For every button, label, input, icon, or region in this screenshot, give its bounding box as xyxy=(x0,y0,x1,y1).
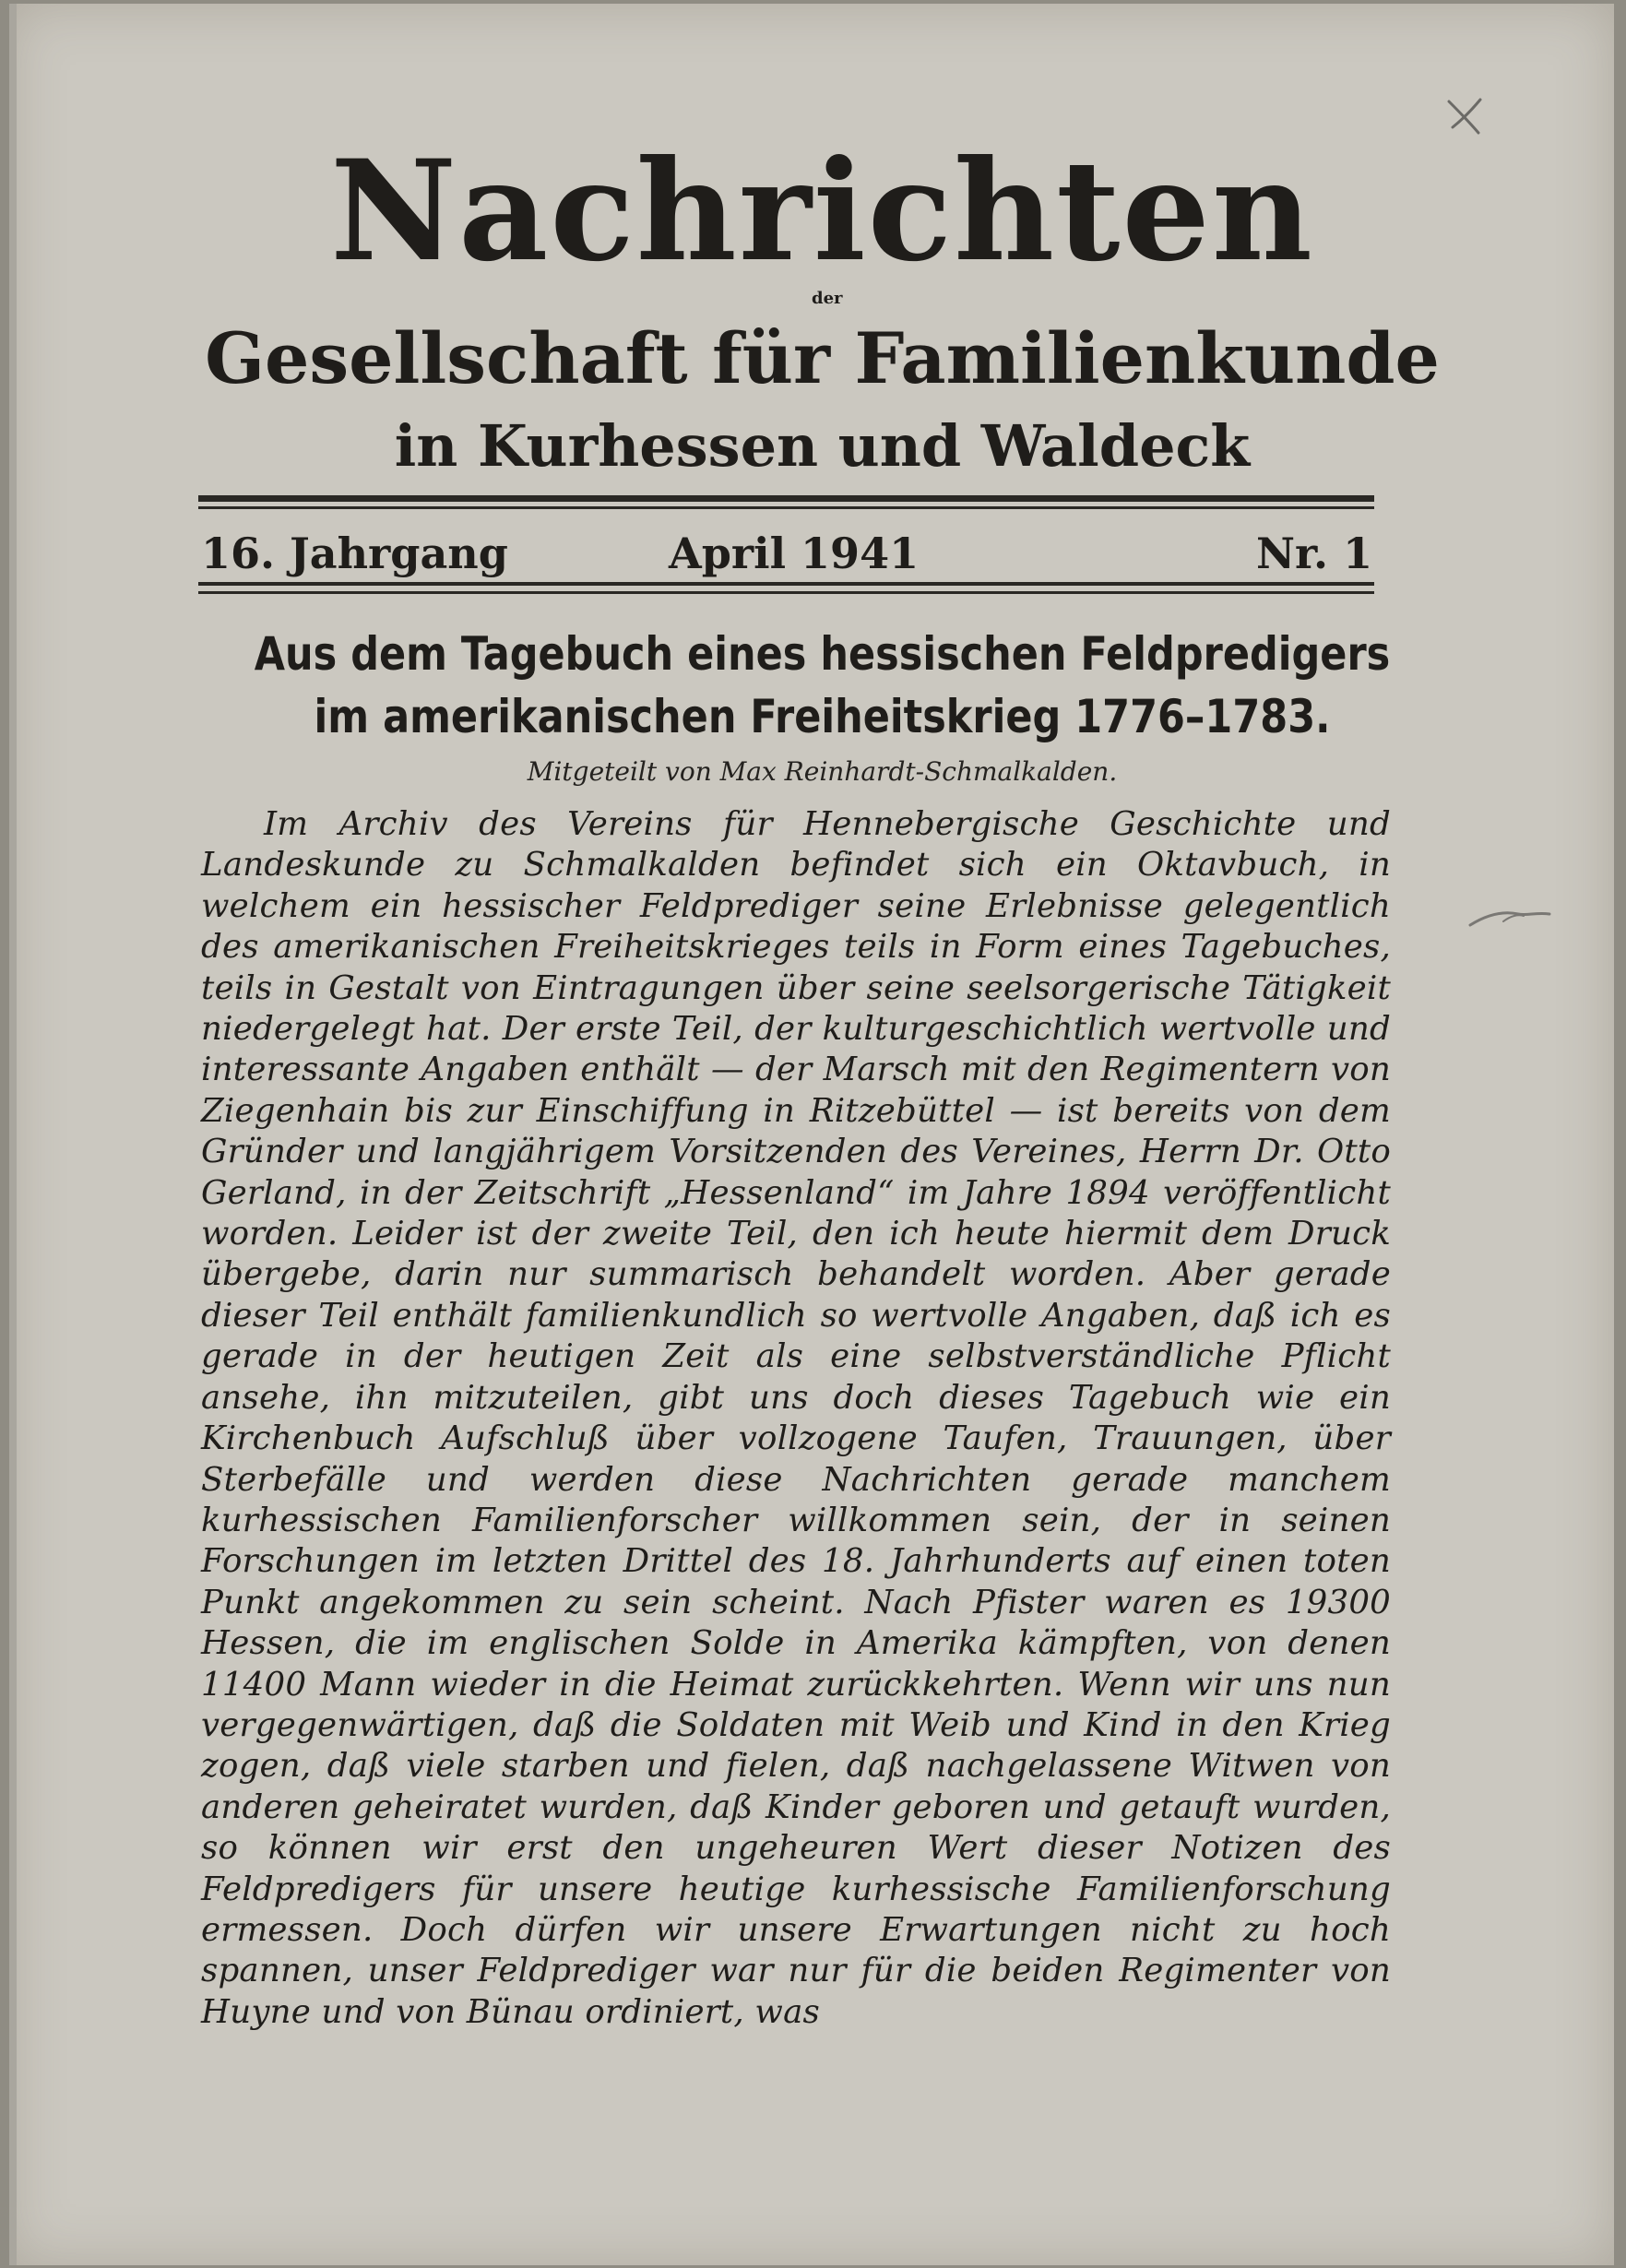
article-body: Im Archiv des Vereins für Hennebergische Geschichte und Landeskunde zu Schmalkalden befindet sich ein Oktavbuch, in welchem ein hessischer Feldprediger seine Erlebnisse gelegentlich des amerikanischen Freiheitskrieges teils in Form eines Tagebuches, teils in Gestalt von Eintragungen über seine seelsorgerische Tätigkeit niedergelegt hat. Der erste Teil, der kulturgeschichtlich wertvolle und interessante Angaben enthält — der Marsch mit den Regimentern von Ziegenhain bis zur Einschiffung in Ritzebüttel — ist bereits von dem Gründer und langjährigem Vorsitzenden des Vereines, Herrn Dr. Otto Gerland, in der Zeitschrift „Hessenland“ im Jahre 1894 veröffentlicht worden. Leider ist der zweite Teil, den ich heute hiermit dem Druck übergebe, darin nur summarisch behandelt worden. Aber gerade dieser Teil enthält familienkundlich so wertvolle Angaben, daß ich es gerade in der heutigen Zeit als eine selbstverständliche Pflicht ansehe, ihn mitzuteilen, gibt uns doch dieses Tagebuch wie ein Kirchenbuch Aufschluß über vollzogene Taufen, Trauungen, über Sterbefälle und werden diese Nachrichten gerade manchem kurhessischen Familienforscher willkommen sein, der in seinen Forschungen im letzten Drittel des 18. Jahrhunderts auf einen toten Punkt angekommen zu sein scheint. Nach Pfister waren es 19300 Hessen, die im englischen Solde in Amerika kämpften, von denen 11400 Mann wieder in die Heimat zurückkehrten. Wenn wir uns nun vergegenwärtigen, daß die Soldaten mit Weib und Kind in den Krieg zogen, daß viele starben und fielen, daß nachgelassene Witwen von anderen geheiratet wurden, daß Kinder geboren und getauft wurden, so können wir erst den ungeheuren Wert dieser Notizen des Feldpredigers für unsere heutige kurhessische Familienforschung ermessen. Doch dürfen wir unsere Erwartungen nicht zu hoch spannen, unser Feldprediger war nur für die beiden Regimenter von Huyne und von Bünau ordiniert, was xyxy=(201,805,1391,2031)
masthead-der: der xyxy=(812,289,843,308)
masthead-region: in Kurhessen und Waldeck xyxy=(394,412,1251,480)
article-title-line-1: Aus dem Tagebuch eines hessischen Feldpredigers xyxy=(254,627,1391,681)
issue-year: 16. Jahrgang xyxy=(201,528,508,578)
document-page xyxy=(9,4,1614,2265)
pencil-arrow-mark-icon xyxy=(1466,903,1554,931)
pencil-x-mark-icon xyxy=(1443,96,1484,137)
issue-number: Nr. 1 xyxy=(1256,528,1373,578)
issue-date: April 1941 xyxy=(669,528,920,578)
masthead-title: Nachrichten xyxy=(330,130,1314,292)
top-rule-thick xyxy=(198,495,1374,502)
article-title-line-2: im amerikanischen Freiheitskrieg 1776–1783. xyxy=(314,690,1331,743)
bottom-rule-thick xyxy=(198,582,1374,586)
article-byline: Mitgeteilt von Max Reinhardt-Schmalkalden. xyxy=(527,756,1118,787)
bottom-rule-thin xyxy=(198,591,1374,594)
top-rule-thin xyxy=(198,506,1374,509)
masthead-subtitle: Gesellschaft für Familienkunde xyxy=(205,317,1440,399)
